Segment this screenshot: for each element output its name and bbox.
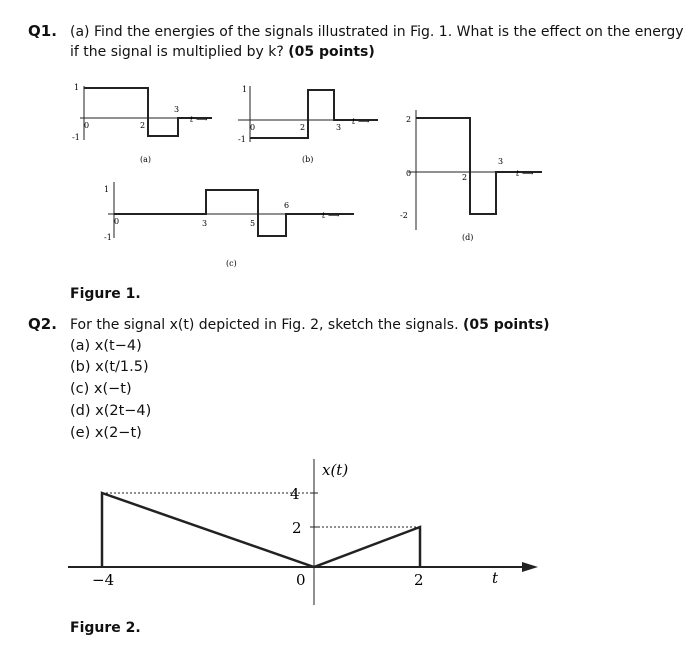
arrow-icon: ⟶ xyxy=(358,117,370,126)
fig1-c-tick-6: 6 xyxy=(284,201,290,210)
q2-item-d: (d) x(2t−4) xyxy=(70,403,152,419)
fig1-c-tick-3: 3 xyxy=(202,219,208,228)
arrow-icon: ⟶ xyxy=(196,115,208,124)
fig1-a-label: (a) xyxy=(140,155,152,164)
fig1-c-signal xyxy=(114,190,354,236)
q1-number: Q1. xyxy=(28,22,57,40)
fig1-b-label: (b) xyxy=(302,155,314,164)
fig1-a-tick-1: 1 xyxy=(74,83,80,92)
fig1-c-tick-neg1: -1 xyxy=(104,233,112,242)
fig1-b-tick-neg1: -1 xyxy=(238,135,246,144)
fig1-c xyxy=(100,180,370,272)
fig1-a xyxy=(70,78,230,170)
fig1-b-t-label: t xyxy=(352,117,356,126)
fig2-xtick-label-neg4: −4 xyxy=(92,571,115,589)
fig1-b-tick-3: 3 xyxy=(336,123,342,132)
fig1-b-signal xyxy=(250,90,378,138)
fig1-b-tick-1: 1 xyxy=(242,85,248,94)
fig1-a-tick-0: 0 xyxy=(84,121,90,130)
fig1-a-t-label: t xyxy=(190,115,194,124)
fig1-c-label: (c) xyxy=(226,259,237,268)
fig1-d xyxy=(396,106,556,256)
fig2-t-label: t xyxy=(492,569,499,587)
q1-points: (05 points) xyxy=(288,44,375,60)
q2-text: For the signal x(t) depicted in Fig. 2, sketch the signals. xyxy=(70,317,459,333)
q2-question xyxy=(70,315,690,335)
fig1-b-tick-0: 0 xyxy=(250,123,256,132)
fig2-signal xyxy=(102,493,420,567)
q2-item-e: (e) x(2−t) xyxy=(70,425,142,441)
fig1-a-tick-2: 2 xyxy=(140,121,146,130)
q2-item-b: (b) x(t/1.5) xyxy=(70,359,149,375)
q2-points: (05 points) xyxy=(462,317,550,333)
fig1-c-t-label: t xyxy=(322,211,326,220)
fig1-d-label: (d) xyxy=(462,233,474,242)
fig1-c-tick-1: 1 xyxy=(104,185,110,194)
fig1-b xyxy=(228,78,388,170)
fig1-d-tick-3: 3 xyxy=(498,157,504,166)
q2-number: Q2. xyxy=(28,315,57,333)
q2-item-a: (a) x(t−4) xyxy=(70,338,142,354)
fig2-axis-arrow-icon xyxy=(522,562,538,572)
q2-item-c: (c) x(−t) xyxy=(70,381,132,397)
fig1-b-tick-2: 2 xyxy=(300,123,306,132)
q1-question xyxy=(70,22,690,62)
fig2-ylabel: x(t) xyxy=(322,461,349,479)
fig1-d-signal xyxy=(416,118,542,214)
arrow-icon: ⟶ xyxy=(522,169,534,178)
arrow-icon: ⟶ xyxy=(328,211,340,220)
fig1-a-signal xyxy=(84,88,212,136)
fig1-a-tick-3: 3 xyxy=(174,105,180,114)
fig2 xyxy=(60,455,560,605)
fig2-xtick-label-0: 0 xyxy=(296,571,306,589)
fig1-c-tick-0: 0 xyxy=(114,217,120,226)
fig1-a-tick-neg1: -1 xyxy=(72,133,80,142)
fig2-ytick-label-2: 2 xyxy=(292,519,302,537)
fig2-ytick-label-4: 4 xyxy=(290,485,300,503)
fig1-d-tick-neg2: -2 xyxy=(400,211,408,220)
fig1-d-tick-0: 0 xyxy=(406,169,412,178)
fig2-xtick-label-2: 2 xyxy=(414,571,424,589)
fig2-caption: Figure 2. xyxy=(70,620,141,636)
fig1-d-tick-2: 2 xyxy=(462,173,468,182)
fig1-d-t-label: t xyxy=(516,169,520,178)
q1-text: (a) Find the energies of the signals illustrated in Fig. 1. What is the effect on the energy if the signal is multiplied by k? xyxy=(70,24,684,60)
fig1-caption: Figure 1. xyxy=(70,286,141,302)
fig1-c-tick-5: 5 xyxy=(250,219,256,228)
fig1-d-tick-2up: 2 xyxy=(406,115,412,124)
